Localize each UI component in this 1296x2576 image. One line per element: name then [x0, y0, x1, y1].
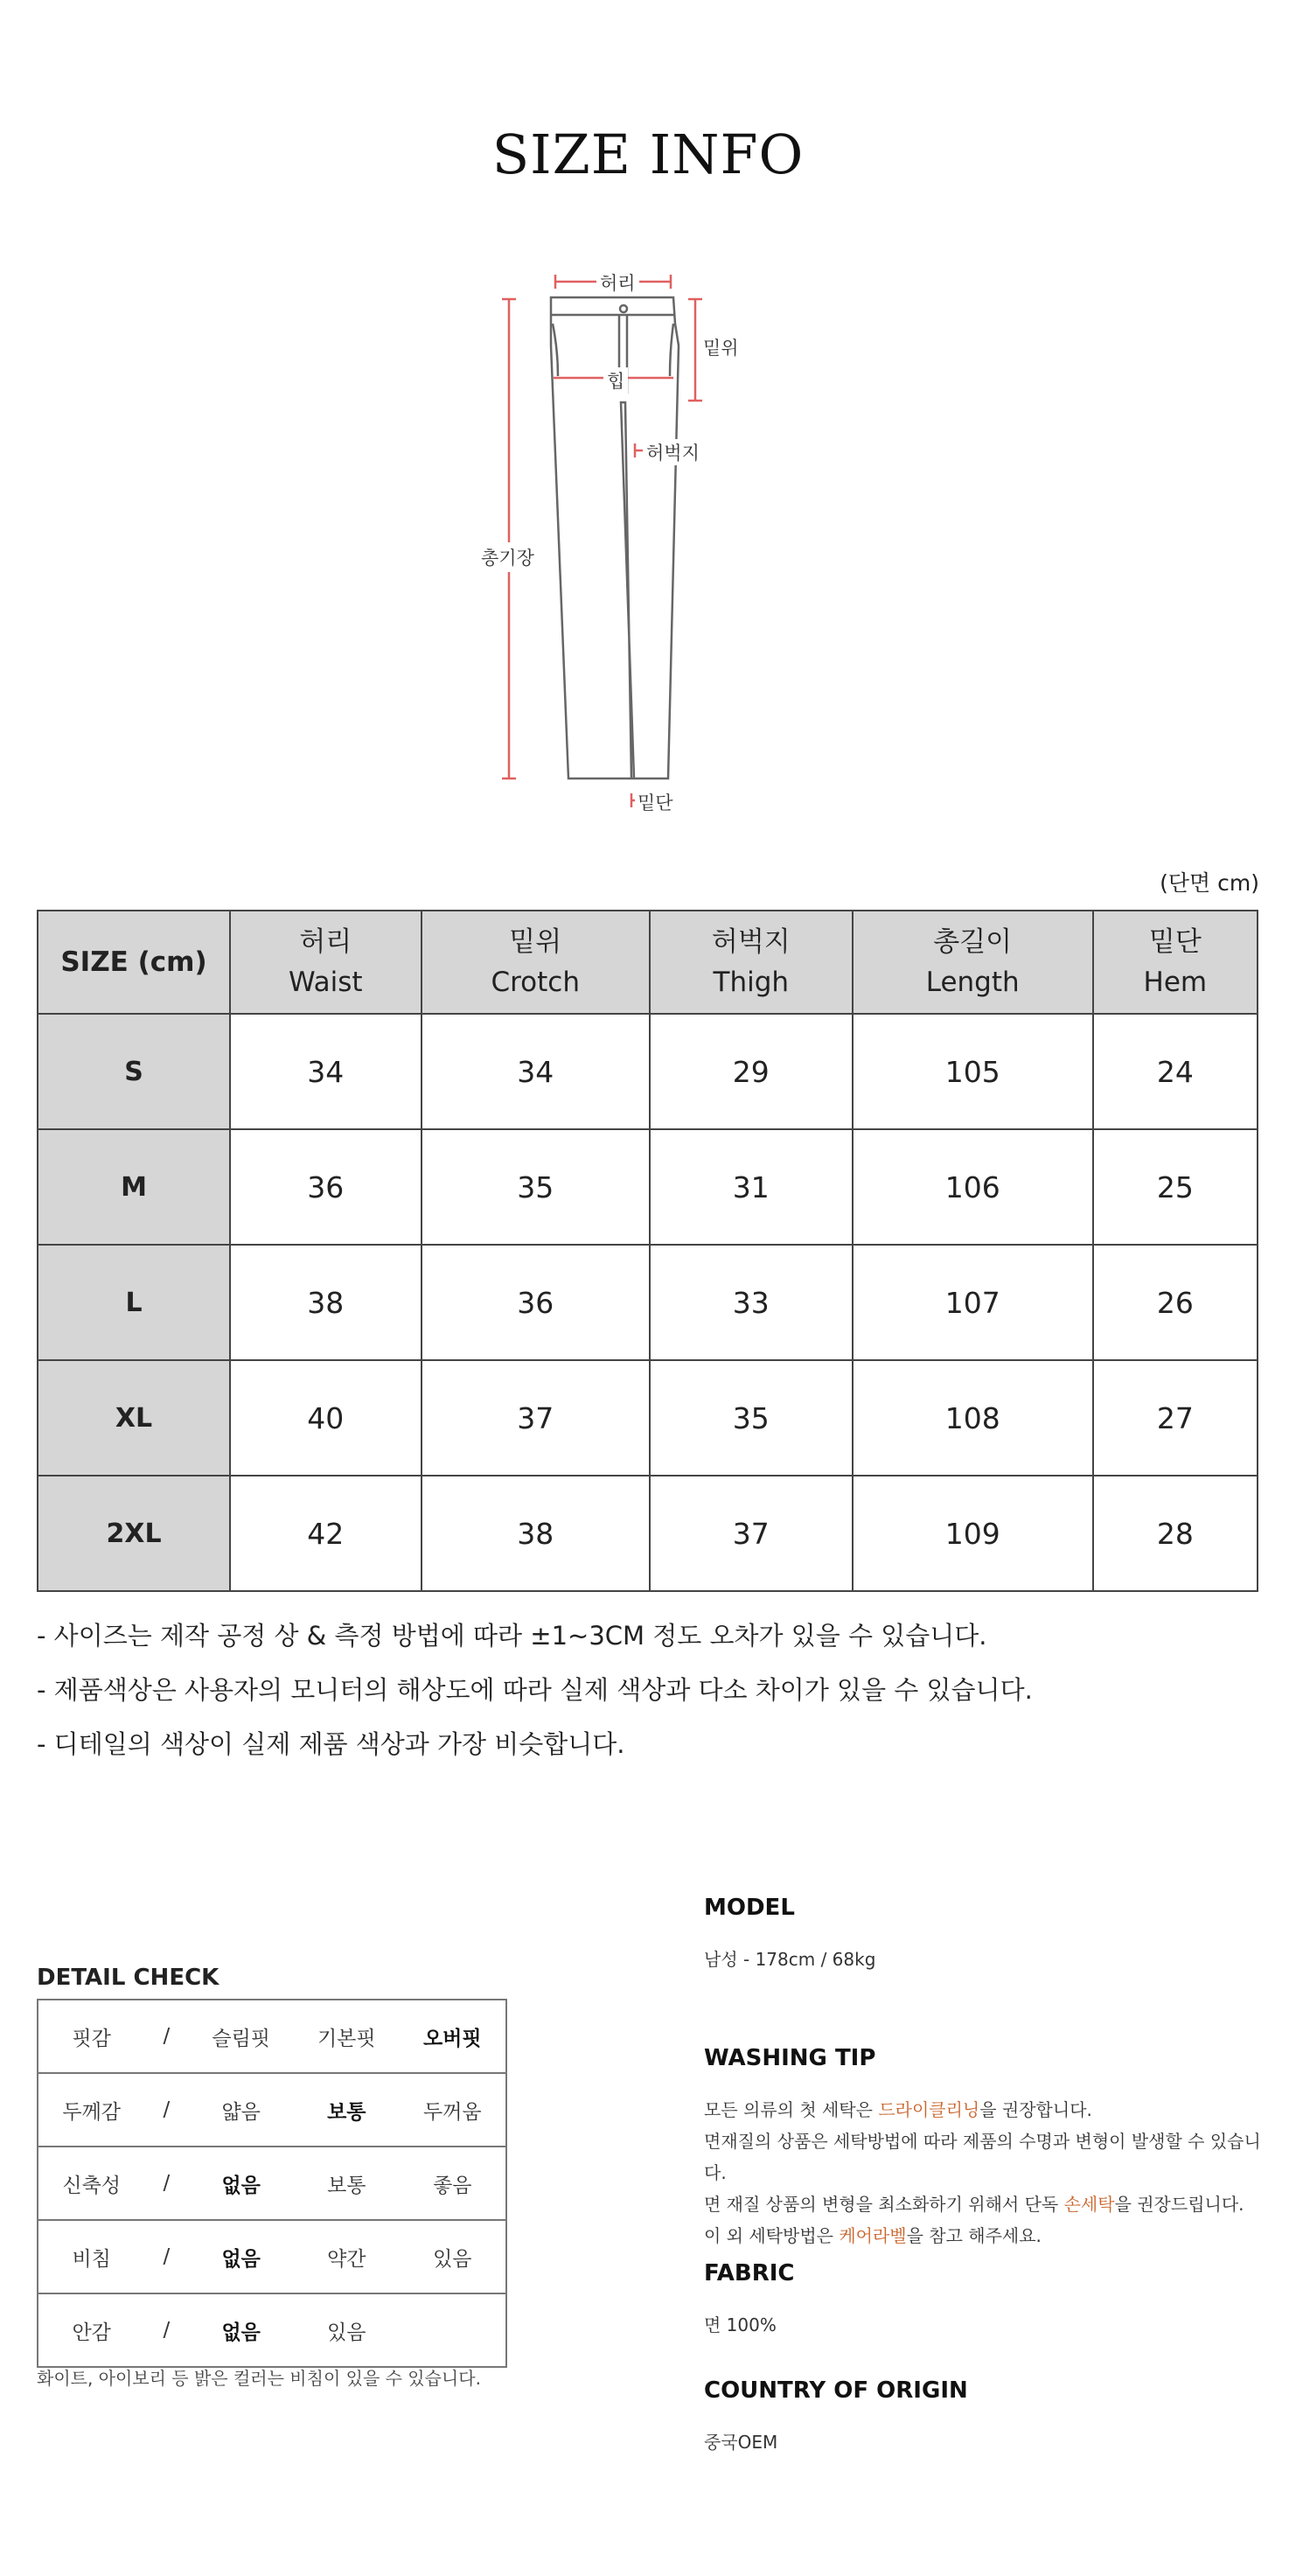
- detail-label: 두께감: [38, 2073, 144, 2147]
- washing-line: 면재질의 상품은 세탁방법에 따라 제품의 수명과 변형이 발생할 수 있습니다.: [704, 2131, 1261, 2183]
- header-label-en: Crotch: [491, 967, 580, 998]
- size-cell: M: [38, 1129, 230, 1245]
- detail-row: [38, 2147, 506, 2220]
- value-cell: 36: [422, 1245, 650, 1360]
- header-label-en: Thigh: [713, 967, 790, 998]
- detail-option: 두꺼움: [400, 2073, 506, 2147]
- detail-option: 약간: [294, 2220, 400, 2293]
- detail-check-title: DETAIL CHECK: [37, 1965, 219, 1991]
- detail-option: 보통: [294, 2147, 400, 2220]
- header-cell: [650, 911, 853, 1014]
- detail-label: 신축성: [38, 2147, 144, 2220]
- table-row: [38, 1360, 1258, 1476]
- fabric-section: [704, 2260, 1264, 2341]
- size-table: [37, 910, 1258, 1592]
- size-cell: 2XL: [38, 1476, 230, 1591]
- detail-option: 좋음: [400, 2147, 506, 2220]
- origin-text: 중국OEM: [704, 2432, 778, 2453]
- size-cell: L: [38, 1245, 230, 1360]
- washing-text: 면 재질 상품의 변형을 최소화하기 위해서 단독: [704, 2194, 1064, 2215]
- header-cell: [422, 911, 650, 1014]
- detail-option-selected: 없음: [188, 2293, 294, 2367]
- detail-label: 안감: [38, 2293, 144, 2367]
- value-cell: 34: [422, 1014, 650, 1129]
- crotch-label: 밑위: [703, 334, 739, 360]
- detail-option: 있음: [400, 2220, 506, 2293]
- washing-line: [704, 2094, 1264, 2126]
- washing-text: 을 권장드립니다.: [1114, 2194, 1244, 2215]
- value-cell: 40: [230, 1360, 422, 1476]
- value-cell: 29: [650, 1014, 853, 1129]
- note-line: - 제품색상은 사용자의 모니터의 해상도에 따라 실제 색상과 다소 차이가 있을 수 있습니다.: [37, 1675, 1033, 1705]
- detail-option-selected: 없음: [188, 2147, 294, 2220]
- value-cell: 31: [650, 1129, 853, 1245]
- model-text: 남성 - 178cm / 68kg: [704, 1949, 876, 1970]
- model-title: MODEL: [704, 1895, 795, 1921]
- origin-section: [704, 2377, 1264, 2458]
- value-cell: 107: [853, 1245, 1093, 1360]
- size-cell: S: [38, 1014, 230, 1129]
- pants-measurement-diagram: [455, 254, 840, 822]
- length-label: 총기장: [481, 542, 534, 572]
- note-line: - 디테일의 색상이 실제 제품 색상과 가장 비슷합니다.: [37, 1729, 625, 1759]
- value-cell: 108: [853, 1360, 1093, 1476]
- value-cell: 25: [1093, 1129, 1258, 1245]
- value-cell: 36: [230, 1129, 422, 1245]
- header-label-ko: 총길이: [933, 925, 1013, 958]
- detail-option: 있음: [294, 2293, 400, 2367]
- detail-option: [400, 2293, 506, 2367]
- detail-option: 기본핏: [294, 2000, 400, 2073]
- detail-check-note: 화이트, 아이보리 등 밝은 컬러는 비침이 있을 수 있습니다.: [37, 2368, 481, 2389]
- separator: /: [144, 2000, 188, 2073]
- header-cell: [38, 911, 230, 1014]
- fabric-title: FABRIC: [704, 2260, 795, 2286]
- detail-option-selected: 오버핏: [400, 2000, 506, 2073]
- header-label-ko: 밑단: [1148, 925, 1202, 958]
- value-cell: 34: [230, 1014, 422, 1129]
- value-cell: 35: [422, 1129, 650, 1245]
- value-cell: 109: [853, 1476, 1093, 1591]
- origin-title: COUNTRY OF ORIGIN: [704, 2377, 968, 2404]
- hem-label: 밑단: [635, 789, 676, 815]
- detail-option: 슬림핏: [188, 2000, 294, 2073]
- value-cell: 28: [1093, 1476, 1258, 1591]
- value-cell: 26: [1093, 1245, 1258, 1360]
- value-cell: 35: [650, 1360, 853, 1476]
- table-row: [38, 1476, 1258, 1591]
- header-cell: [230, 911, 422, 1014]
- header-label-ko: 허벅지: [711, 925, 791, 958]
- detail-option-selected: 보통: [294, 2073, 400, 2147]
- washing-highlight: 손세탁: [1063, 2194, 1115, 2215]
- washing-text: 을 참고 해주세요.: [906, 2225, 1042, 2246]
- separator: /: [144, 2073, 188, 2147]
- washing-text: 모든 의류의 첫 세탁은: [704, 2099, 879, 2120]
- header-label-ko: 허리: [299, 925, 352, 958]
- washing-title: WASHING TIP: [704, 2045, 876, 2071]
- value-cell: 33: [650, 1245, 853, 1360]
- table-row: [38, 1014, 1258, 1129]
- separator: /: [144, 2293, 188, 2367]
- size-cell: XL: [38, 1360, 230, 1476]
- washing-text: 이 외 세탁방법은: [704, 2225, 840, 2246]
- header-cell: [1093, 911, 1258, 1014]
- table-row: [38, 1245, 1258, 1360]
- value-cell: 38: [422, 1476, 650, 1591]
- detail-row: [38, 2293, 506, 2367]
- header-cell: [853, 911, 1093, 1014]
- fabric-text: 면 100%: [704, 2314, 777, 2335]
- detail-row: [38, 2000, 506, 2073]
- washing-highlight: 드라이클리닝: [878, 2099, 980, 2120]
- detail-option: 얇음: [188, 2073, 294, 2147]
- note-line: - 사이즈는 제작 공정 상 & 측정 방법에 따라 ±1~3CM 정도 오차가 있을 수 있습니다.: [37, 1621, 987, 1651]
- washing-section: [704, 2045, 1264, 2251]
- separator: /: [144, 2147, 188, 2220]
- size-table-header: [38, 911, 1258, 1014]
- page-title: SIZE INFO: [491, 122, 805, 186]
- value-cell: 106: [853, 1129, 1093, 1245]
- detail-label: 핏감: [38, 2000, 144, 2073]
- value-cell: 37: [650, 1476, 853, 1591]
- value-cell: 105: [853, 1014, 1093, 1129]
- washing-text: 을 권장합니다.: [979, 2099, 1092, 2120]
- header-label-en: Hem: [1143, 967, 1208, 998]
- header-label: SIZE (cm): [60, 946, 207, 978]
- value-cell: 27: [1093, 1360, 1258, 1476]
- value-cell: 37: [422, 1360, 650, 1476]
- model-section: [704, 1895, 1264, 1975]
- washing-line: [704, 2189, 1264, 2220]
- detail-label: 비침: [38, 2220, 144, 2293]
- unit-note: (단면 cm): [1160, 870, 1259, 896]
- thigh-label: 허벅지: [643, 439, 703, 465]
- hip-label: 힙: [603, 367, 628, 394]
- detail-row: [38, 2073, 506, 2147]
- size-notes: [37, 1616, 1033, 1779]
- value-cell: 42: [230, 1476, 422, 1591]
- washing-line: [704, 2220, 1264, 2251]
- detail-check-table: [37, 1999, 507, 2368]
- pants-outline-icon: [455, 254, 840, 822]
- header-label-ko: 밑위: [509, 925, 562, 958]
- value-cell: 38: [230, 1245, 422, 1360]
- detail-option-selected: 없음: [188, 2220, 294, 2293]
- detail-row: [38, 2220, 506, 2293]
- header-label-en: Length: [925, 967, 1020, 998]
- washing-highlight: 케어라벨: [839, 2225, 907, 2246]
- separator: /: [144, 2220, 188, 2293]
- value-cell: 24: [1093, 1014, 1258, 1129]
- header-label-en: Waist: [288, 967, 363, 998]
- waist-label: 허리: [596, 269, 639, 296]
- table-row: [38, 1129, 1258, 1245]
